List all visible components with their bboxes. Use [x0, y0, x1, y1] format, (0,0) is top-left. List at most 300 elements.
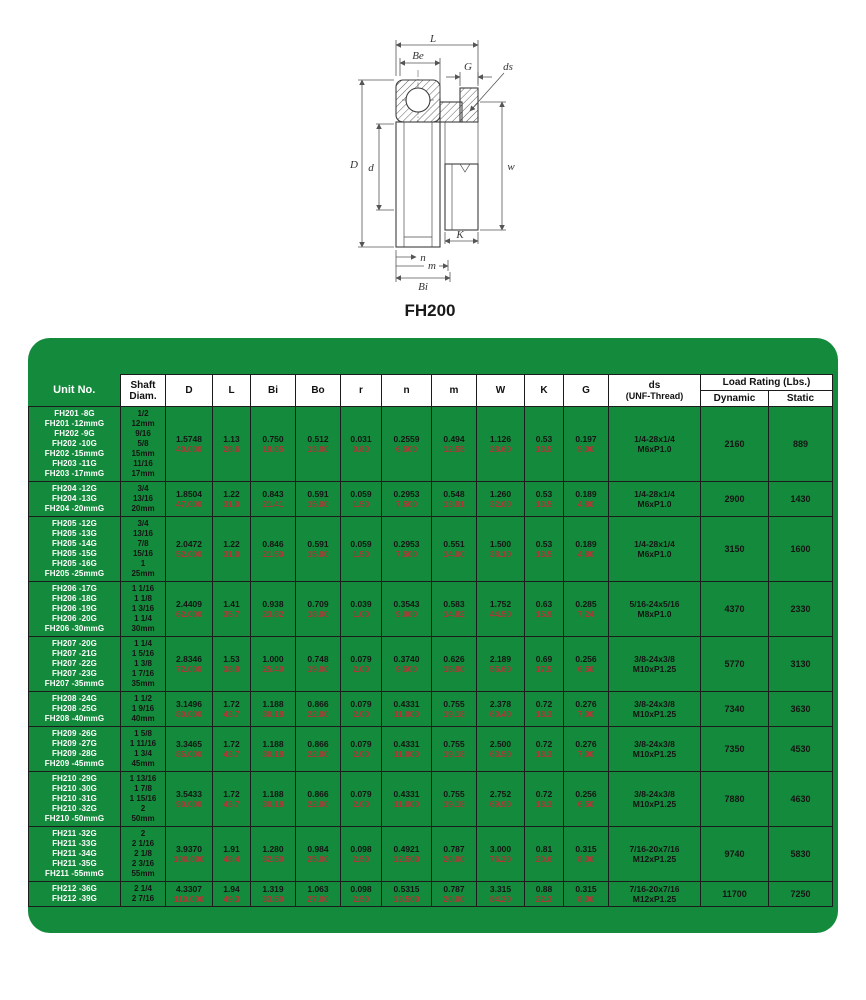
dim-cell-Bi — [251, 637, 296, 692]
thread-unf: 1/4-28x1/4 — [634, 434, 675, 444]
dim-cell-m — [432, 692, 477, 727]
dim-label-D: D — [350, 159, 358, 171]
value-mm: 5.00 — [577, 444, 595, 454]
dynamic-rating: 2160 — [724, 439, 745, 449]
value-inch: 0.189 — [575, 489, 597, 499]
dim-cell-G — [564, 882, 609, 907]
value-mm: 1.50 — [352, 549, 370, 559]
table-row — [29, 827, 833, 882]
value-inch: 0.512 — [307, 434, 329, 444]
shaft-diam-line: 9/16 — [135, 429, 151, 438]
value-mm: 30.18 — [262, 709, 284, 719]
shaft-diam-line: 20mm — [131, 504, 155, 513]
dim-cell-Bo — [296, 637, 341, 692]
value-inch: 0.079 — [350, 739, 372, 749]
value-inch: 0.276 — [575, 699, 597, 709]
value-inch: 1.22 — [223, 539, 240, 549]
shaft-diam-line: 40mm — [131, 714, 155, 723]
value-mm: 21.50 — [262, 549, 284, 559]
col-header-n: n — [382, 375, 432, 407]
value-inch: 2.189 — [489, 654, 512, 664]
dim-cell-K — [525, 482, 564, 517]
value-inch: 0.787 — [443, 844, 465, 854]
value-inch: 0.709 — [307, 599, 329, 609]
static-rating-cell — [769, 882, 833, 907]
unit-no-cell — [29, 637, 121, 692]
unit-no-line: FH206 -30mmG — [44, 624, 105, 633]
dim-cell-m — [432, 407, 477, 482]
col-header-static: Static — [769, 391, 833, 407]
dim-cell-L — [213, 772, 251, 827]
shaft-diam-line: 5/8 — [137, 439, 149, 448]
value-mm: 13.500 — [393, 894, 420, 904]
value-inch: 1.22 — [223, 489, 240, 499]
dim-cell-m — [432, 637, 477, 692]
static-rating: 4630 — [790, 794, 811, 804]
value-mm: 7.500 — [395, 549, 418, 559]
shaft-diam-line: 1 1/4 — [134, 639, 152, 648]
dim-cell-r — [341, 692, 382, 727]
dim-cell-n — [382, 882, 432, 907]
thread-cell — [609, 582, 701, 637]
dim-cell-m — [432, 517, 477, 582]
value-mm: 100.000 — [173, 854, 205, 864]
dim-cell-Bi — [251, 827, 296, 882]
unit-no-line: FH208 -25G — [51, 704, 98, 713]
static-rating-cell — [769, 827, 833, 882]
value-mm: 31.0 — [223, 549, 240, 559]
shaft-diam-cell — [121, 407, 166, 482]
static-rating: 7250 — [790, 889, 811, 899]
unit-no-line: FH208 -40mmG — [44, 714, 105, 723]
unit-no-line: FH211 -32G — [52, 829, 97, 838]
value-mm: 0.80 — [352, 444, 370, 454]
shaft-diam-line: 1 1/8 — [134, 594, 152, 603]
dynamic-rating-cell — [701, 407, 769, 482]
dim-cell-D — [166, 407, 213, 482]
shaft-diam-line: 2 — [140, 829, 146, 838]
value-inch: 1.72 — [223, 699, 240, 709]
value-inch: 0.2953 — [393, 539, 420, 549]
value-mm: 47.000 — [176, 499, 202, 509]
shaft-diam-line: 3/4 — [137, 484, 149, 493]
value-inch: 1.72 — [223, 739, 240, 749]
unit-no-cell — [29, 882, 121, 907]
unit-no-line: FH205 -15G — [51, 549, 98, 558]
value-mm: 19.18 — [443, 749, 465, 759]
value-mm: 18.3 — [535, 799, 553, 809]
value-mm: 60.40 — [489, 709, 512, 719]
value-mm: 2.50 — [352, 894, 370, 904]
dim-cell-m — [432, 827, 477, 882]
dim-label-G: G — [464, 61, 472, 73]
shaft-diam-line: 13/16 — [132, 494, 154, 503]
unit-no-line: FH207 -20G — [51, 639, 98, 648]
thread-cell — [609, 517, 701, 582]
value-inch: 2.378 — [489, 699, 512, 709]
unit-no-line: FH211 -35G — [52, 859, 97, 868]
value-inch: 0.626 — [443, 654, 465, 664]
dim-cell-G — [564, 827, 609, 882]
value-mm: 6.50 — [577, 799, 595, 809]
dim-cell-D — [166, 772, 213, 827]
shaft-diam-line: 1 3/4 — [134, 749, 152, 758]
thread-cell — [609, 727, 701, 772]
dim-cell-G — [564, 407, 609, 482]
dim-cell-n — [382, 482, 432, 517]
value-inch: 0.4331 — [393, 739, 420, 749]
value-inch: 0.551 — [443, 539, 465, 549]
dim-cell-r — [341, 482, 382, 517]
dim-cell-W — [477, 482, 525, 517]
value-inch: 2.500 — [489, 739, 512, 749]
col-header-Bo: Bo — [296, 375, 341, 407]
static-rating: 889 — [792, 439, 809, 449]
unit-no-line: FH201 -8G — [54, 409, 95, 418]
unit-no-cell — [29, 582, 121, 637]
shaft-diam-cell — [121, 827, 166, 882]
value-mm: 7.00 — [577, 749, 595, 759]
ds-header-line1: ds — [648, 379, 661, 391]
value-inch: 4.3307 — [176, 884, 202, 894]
collar-section — [440, 102, 462, 122]
value-mm: 2.00 — [352, 664, 370, 674]
shaft-diam-line: 12mm — [131, 419, 155, 428]
value-inch: 0.53 — [535, 434, 553, 444]
static-rating: 3130 — [790, 659, 811, 669]
value-mm: 1.50 — [352, 499, 370, 509]
dim-cell-m — [432, 772, 477, 827]
dim-cell-W — [477, 692, 525, 727]
value-mm: 21.41 — [262, 499, 284, 509]
dim-cell-L — [213, 482, 251, 517]
value-inch: 0.72 — [535, 739, 553, 749]
static-rating-cell — [769, 482, 833, 517]
unit-no-cell — [29, 517, 121, 582]
thread-metric: M12xP1.25 — [632, 854, 677, 864]
table-row — [29, 692, 833, 727]
dim-label-d: d — [368, 162, 374, 174]
shaft-diam-line: 50mm — [131, 814, 155, 823]
table-row — [29, 582, 833, 637]
value-inch: 0.88 — [535, 884, 553, 894]
collar-block — [445, 164, 478, 230]
unit-no-cell — [29, 482, 121, 517]
dim-cell-r — [341, 637, 382, 692]
shaft-diam-line: 1 15/16 — [129, 794, 157, 803]
value-inch: 0.755 — [443, 739, 465, 749]
value-mm: 43.7 — [223, 749, 240, 759]
col-header-ds-thread — [609, 375, 701, 407]
shaft-diam-line: 2 1/16 — [131, 839, 155, 848]
dynamic-rating: 3150 — [724, 544, 745, 554]
diagram-caption: FH200 — [404, 301, 456, 320]
col-header-unit-no: Unit No. — [29, 375, 121, 407]
dynamic-rating-cell — [701, 692, 769, 727]
value-mm: 14.82 — [443, 609, 465, 619]
dim-cell-K — [525, 692, 564, 727]
value-inch: 0.866 — [307, 699, 329, 709]
ball — [406, 88, 430, 112]
value-mm: 22.00 — [307, 709, 329, 719]
dim-cell-G — [564, 582, 609, 637]
dim-cell-n — [382, 827, 432, 882]
dim-cell-L — [213, 827, 251, 882]
value-mm: 30.18 — [262, 799, 284, 809]
value-mm: 72.000 — [176, 664, 202, 674]
thread-unf: 3/8-24x3/8 — [634, 789, 675, 799]
value-mm: 28.60 — [489, 444, 512, 454]
shaft-diam-line: 1 11/16 — [129, 739, 157, 748]
value-mm: 49.3 — [223, 894, 240, 904]
dim-cell-r — [341, 882, 382, 907]
dim-cell-n — [382, 727, 432, 772]
value-inch: 1.13 — [223, 434, 240, 444]
dim-cell-r — [341, 772, 382, 827]
value-mm: 8.00 — [577, 854, 595, 864]
col-header-D: D — [166, 375, 213, 407]
unit-no-line: FH202 -9G — [54, 429, 95, 438]
static-rating: 3630 — [790, 704, 811, 714]
dim-cell-D — [166, 727, 213, 772]
thread-cell — [609, 692, 701, 727]
unit-no-line: FH207 -23G — [51, 669, 98, 678]
dim-cell-Bo — [296, 727, 341, 772]
value-inch: 0.315 — [575, 844, 597, 854]
value-inch: 0.276 — [575, 739, 597, 749]
spec-table-panel — [28, 338, 838, 933]
dim-cell-W — [477, 407, 525, 482]
table-row — [29, 482, 833, 517]
shaft-diam-line: 2 — [140, 804, 146, 813]
unit-no-line: FH212 -36G — [51, 884, 98, 893]
dim-cell-n — [382, 637, 432, 692]
dim-cell-G — [564, 772, 609, 827]
col-header-L: L — [213, 375, 251, 407]
thread-cell — [609, 772, 701, 827]
value-mm: 15.00 — [307, 499, 329, 509]
static-rating: 1600 — [790, 544, 811, 554]
shaft-diam-line: 2 1/8 — [134, 849, 152, 858]
value-inch: 0.256 — [575, 789, 597, 799]
thread-unf: 1/4-28x1/4 — [634, 539, 675, 549]
col-header-G: G — [564, 375, 609, 407]
unit-no-line: FH204 -12G — [51, 484, 98, 493]
dim-label-ds: ds — [503, 61, 513, 73]
dim-cell-m — [432, 582, 477, 637]
value-inch: 1.188 — [262, 789, 284, 799]
sleeve-body — [396, 122, 440, 247]
value-mm: 6.50 — [577, 664, 595, 674]
dim-cell-G — [564, 727, 609, 772]
table-row — [29, 727, 833, 772]
value-mm: 22.00 — [307, 749, 329, 759]
unit-no-cell — [29, 407, 121, 482]
unit-no-line: FH210 -30G — [51, 784, 98, 793]
dim-cell-Bi — [251, 882, 296, 907]
shaft-diam-line: 1 7/16 — [131, 669, 155, 678]
value-inch: 0.846 — [262, 539, 284, 549]
value-inch: 1.188 — [262, 739, 284, 749]
unit-no-line: FH203 -17mmG — [44, 469, 105, 478]
value-mm: 28.6 — [223, 444, 240, 454]
thread-cell — [609, 407, 701, 482]
dim-cell-D — [166, 482, 213, 517]
dim-cell-D — [166, 582, 213, 637]
table-row — [29, 637, 833, 692]
value-inch: 0.591 — [307, 489, 329, 499]
value-mm: 43.7 — [223, 799, 240, 809]
shaft-diam-line: 1 3/8 — [134, 659, 152, 668]
value-mm: 44.50 — [489, 609, 512, 619]
value-mm: 15.00 — [307, 549, 329, 559]
shaft-diam-line: 1 7/8 — [134, 784, 152, 793]
value-inch: 0.197 — [575, 434, 597, 444]
thread-cell — [609, 827, 701, 882]
dim-cell-Bo — [296, 582, 341, 637]
dim-cell-r — [341, 827, 382, 882]
unit-no-line: FH204 -13G — [51, 494, 98, 503]
unit-no-line: FH205 -13G — [51, 529, 98, 538]
dim-cell-W — [477, 637, 525, 692]
value-inch: 0.72 — [535, 699, 553, 709]
static-rating-cell — [769, 517, 833, 582]
dim-cell-m — [432, 482, 477, 517]
col-header-m: m — [432, 375, 477, 407]
dim-label-Be: Be — [412, 50, 424, 62]
dim-cell-r — [341, 407, 382, 482]
thread-unf: 5/16-24x5/16 — [629, 599, 680, 609]
value-mm: 19.00 — [307, 664, 329, 674]
thread-unf: 3/8-24x3/8 — [634, 699, 675, 709]
shaft-diam-cell — [121, 772, 166, 827]
dim-cell-r — [341, 727, 382, 772]
value-inch: 1.126 — [489, 434, 512, 444]
value-inch: 3.5433 — [176, 789, 202, 799]
unit-no-line: FH209 -28G — [51, 749, 98, 758]
value-mm: 17.5 — [535, 664, 553, 674]
unit-no-cell — [29, 727, 121, 772]
unit-no-line: FH212 -39G — [51, 894, 98, 903]
value-mm: 25.00 — [307, 854, 329, 864]
static-rating-cell — [769, 692, 833, 727]
unit-no-line: FH209 -26G — [51, 729, 98, 738]
value-inch: 1.8504 — [176, 489, 202, 499]
value-inch: 1.91 — [223, 844, 240, 854]
dim-cell-L — [213, 727, 251, 772]
value-mm: 18.3 — [535, 709, 553, 719]
dynamic-rating: 9740 — [724, 849, 745, 859]
col-header-r: r — [341, 375, 382, 407]
dynamic-rating: 5770 — [724, 659, 745, 669]
shaft-diam-line: 2 3/16 — [131, 859, 155, 868]
dynamic-rating-cell — [701, 827, 769, 882]
value-inch: 0.938 — [262, 599, 284, 609]
unit-no-line: FH211 -55mmG — [44, 869, 104, 878]
value-mm: 2.50 — [352, 854, 370, 864]
value-inch: 0.843 — [262, 489, 284, 499]
thread-metric: M10xP1.25 — [632, 709, 677, 719]
value-mm: 15.90 — [443, 664, 465, 674]
value-inch: 1.280 — [262, 844, 284, 854]
thread-metric: M10xP1.25 — [632, 664, 677, 674]
dim-cell-G — [564, 637, 609, 692]
value-inch: 3.315 — [489, 884, 512, 894]
unit-no-cell — [29, 827, 121, 882]
dynamic-rating-cell — [701, 517, 769, 582]
dim-cell-W — [477, 517, 525, 582]
value-mm: 11.000 — [393, 799, 420, 809]
dim-cell-W — [477, 582, 525, 637]
thread-metric: M6xP1.0 — [637, 444, 672, 454]
value-mm: 13.5 — [535, 499, 553, 509]
value-inch: 3.1496 — [176, 699, 202, 709]
unit-no-line: FH207 -22G — [51, 659, 98, 668]
value-mm: 11.000 — [393, 709, 420, 719]
thread-unf: 7/16-20x7/16 — [629, 884, 680, 894]
value-inch: 0.4331 — [393, 699, 420, 709]
unit-no-line: FH210 -29G — [51, 774, 98, 783]
shaft-diam-line: 2 7/16 — [131, 894, 155, 903]
value-inch: 1.94 — [223, 884, 240, 894]
value-inch: 2.752 — [489, 789, 512, 799]
value-mm: 69.90 — [489, 799, 512, 809]
dim-cell-n — [382, 582, 432, 637]
value-inch: 0.72 — [535, 789, 553, 799]
value-mm: 7.24 — [577, 609, 595, 619]
static-rating-cell — [769, 637, 833, 692]
value-mm: 18.00 — [307, 609, 329, 619]
value-mm: 2.00 — [352, 749, 370, 759]
value-inch: 0.031 — [350, 434, 372, 444]
shaft-diam-cell — [121, 727, 166, 772]
spec-table-body — [29, 407, 833, 907]
dim-cell-D — [166, 637, 213, 692]
unit-no-line: FH206 -20G — [51, 614, 98, 623]
dim-cell-r — [341, 517, 382, 582]
shaft-diam-cell — [121, 582, 166, 637]
value-inch: 0.189 — [575, 539, 597, 549]
value-mm: 62.000 — [176, 609, 202, 619]
dim-cell-n — [382, 517, 432, 582]
table-row — [29, 772, 833, 827]
value-mm: 18.3 — [535, 749, 553, 759]
shaft-diam-line: 1 1/2 — [134, 694, 152, 703]
shaft-diam-cell — [121, 517, 166, 582]
value-inch: 0.2559 — [393, 434, 420, 444]
unit-no-line: FH206 -17G — [51, 584, 98, 593]
value-mm: 13.00 — [307, 444, 329, 454]
value-mm: 27.00 — [307, 894, 329, 904]
dim-cell-D — [166, 882, 213, 907]
dim-cell-G — [564, 482, 609, 517]
value-inch: 0.548 — [443, 489, 465, 499]
dim-cell-Bi — [251, 582, 296, 637]
dim-cell-W — [477, 727, 525, 772]
value-inch: 0.53 — [535, 489, 553, 499]
value-mm: 22.00 — [307, 799, 329, 809]
value-mm: 7.500 — [395, 499, 418, 509]
dim-cell-L — [213, 582, 251, 637]
dim-label-w: w — [507, 161, 515, 173]
value-mm: 2.00 — [352, 709, 370, 719]
value-inch: 0.059 — [350, 489, 372, 499]
static-rating-cell — [769, 727, 833, 772]
dim-cell-L — [213, 517, 251, 582]
unit-no-cell — [29, 692, 121, 727]
value-mm: 20.00 — [443, 854, 465, 864]
value-inch: 0.787 — [443, 884, 465, 894]
